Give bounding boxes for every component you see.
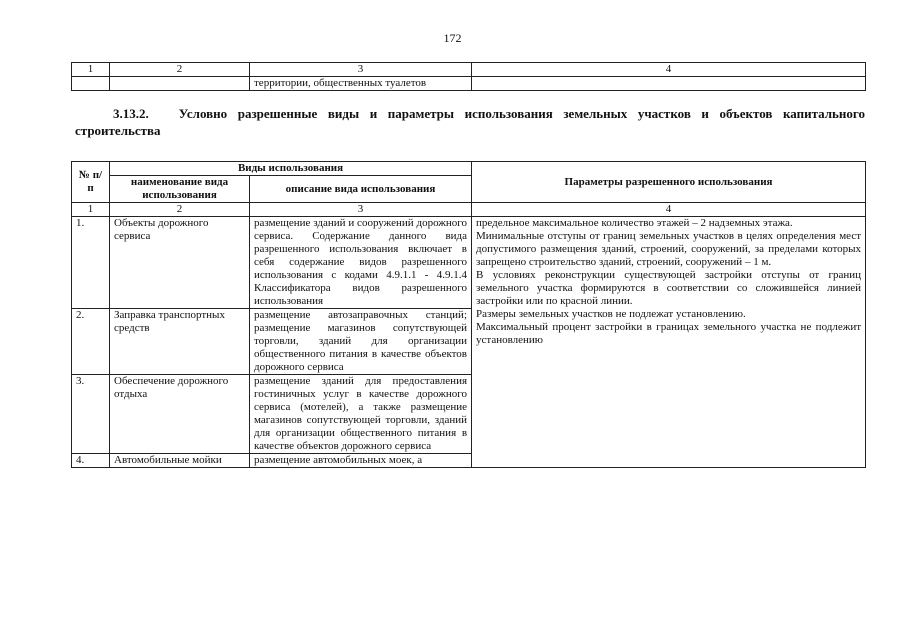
cell (110, 77, 250, 91)
table-row (72, 77, 866, 91)
row-number: 3. (72, 375, 110, 454)
col-number: 3 (250, 203, 472, 217)
table-row (72, 217, 866, 309)
section-number: 3.13.2. (113, 106, 149, 121)
use-name: Объекты дорожного сервиса (110, 217, 250, 309)
col-number: 1 (72, 63, 110, 77)
continuation-text: территории, общественных туалетов (250, 77, 472, 91)
section-heading (75, 105, 865, 139)
use-name: Автомобильные мойки (110, 454, 250, 468)
row-number: 4. (72, 454, 110, 468)
use-parameters (472, 217, 866, 468)
col-number: 4 (472, 203, 866, 217)
continuation-table (71, 62, 866, 91)
use-name: Заправка транспортных средств (110, 309, 250, 375)
use-description: размещение зданий и сооружений дорожного сервиса. Содержание данного вида разрешенного использования включает в себя содержание видов разрешенного использования с кодами 4.9.1.1 - 4.9.1.4 Классификатора видов разрешенного использования (250, 217, 472, 309)
parameter-text: предельное максимальное количество этажей – 2 надземных этажа. (476, 217, 793, 229)
header-row (72, 162, 866, 176)
header-kinds: Виды использования (110, 162, 472, 176)
use-description: размещение зданий для предоставления гостиничных услуг в качестве дорожного сервиса (мотелей), а также размещение магазинов сопутствующей торговли, зданий для организации общественного питания в качестве объектов дорожного сервиса (250, 375, 472, 454)
col-number: 4 (472, 63, 866, 77)
parameter-text: Минимальные отступы от границ земельных участков в целях определения мест допустимого размещения зданий, строений, сооружений, за пределами которых запрещено строительство зданий, строений, сооружений – 1 м. (476, 230, 862, 268)
section-title: Условно разрешенные виды и параметры использования земельных участков и объектов капитального строительства (75, 106, 865, 138)
cell (72, 77, 110, 91)
header-name: наименование вида использования (110, 176, 250, 203)
col-number: 2 (110, 203, 250, 217)
use-name: Обеспечение дорожного отдыха (110, 375, 250, 454)
header-num: № п/п (72, 162, 110, 203)
column-number-row (72, 203, 866, 217)
row-number: 1. (72, 217, 110, 309)
parameter-text: В условиях реконструкции существующей застройки отступы от границ земельного участка формируются в соответствии со сложившейся линией застройки или по красной линии. (476, 269, 862, 307)
col-number: 1 (72, 203, 110, 217)
cell (472, 77, 866, 91)
use-description: размещение автомобильных моек, а (250, 454, 472, 468)
header-params: Параметры разрешенного использования (472, 162, 866, 203)
col-number: 2 (110, 63, 250, 77)
use-description: размещение автозаправочных станций; размещение магазинов сопутствующей торговли, зданий для организации общественного питания в качестве объектов дорожного сервиса (250, 309, 472, 375)
page-number: 172 (443, 31, 462, 45)
col-number: 3 (250, 63, 472, 77)
parameter-text: Максимальный процент застройки в границах земельного участка не подлежит установлению (476, 321, 862, 346)
header-desc: описание вида использования (250, 176, 472, 203)
parameter-text: Размеры земельных участков не подлежат установлению. (476, 308, 746, 320)
column-number-row (72, 63, 866, 77)
land-use-table (71, 161, 866, 468)
row-number: 2. (72, 309, 110, 375)
